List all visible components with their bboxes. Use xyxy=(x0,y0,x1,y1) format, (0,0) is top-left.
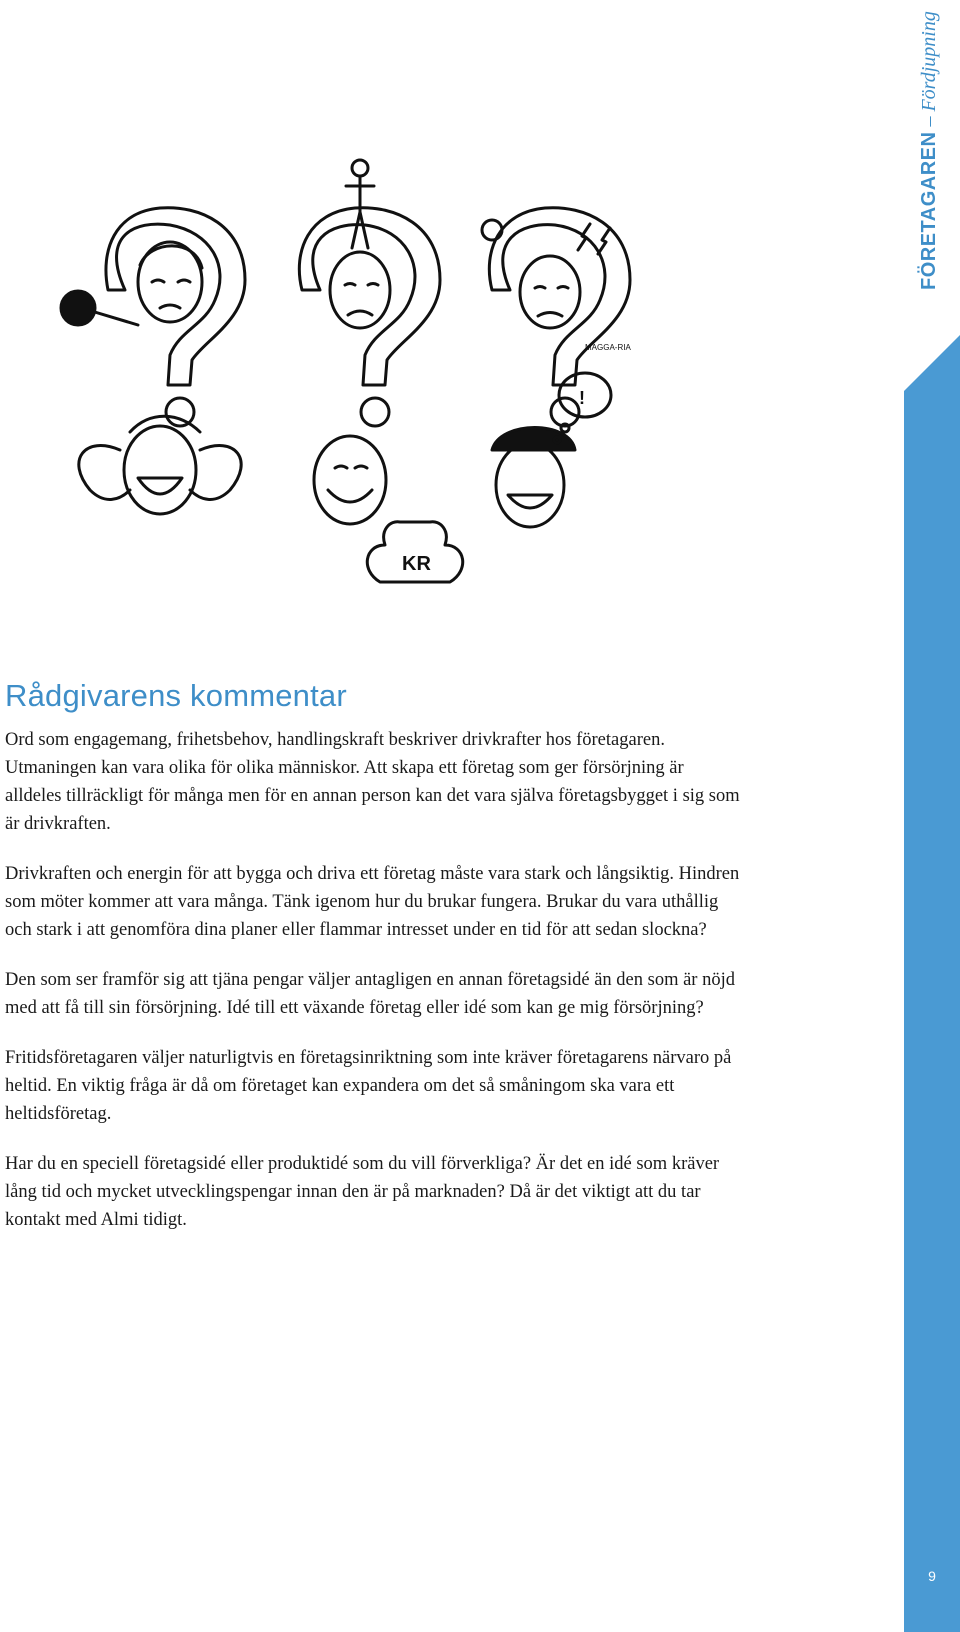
stopwatch xyxy=(482,220,502,240)
illustration xyxy=(30,150,670,600)
question-mark-1 xyxy=(106,208,245,385)
running-head-separator: – xyxy=(918,111,940,132)
face-2 xyxy=(330,252,390,328)
happy-face-money xyxy=(314,436,386,524)
running-head-sub: Fördjupning xyxy=(918,11,940,112)
standing-figure xyxy=(346,176,374,248)
question-dot-2 xyxy=(361,398,389,426)
exclamation-mark: ! xyxy=(579,388,585,408)
question-mark-3 xyxy=(489,208,630,385)
paragraph-1: Ord som engagemang, frihetsbehov, handlingskraft beskriver drivkrafter hos företagaren. Utmaningen kan vara olika för olika människor. Att skapa ett företag som ger försörjning är alldeles tillräckligt för många men för en annan person kan det vara själva företagsbygget i sig som är drivkraften. xyxy=(5,730,740,834)
wing-right xyxy=(190,446,241,500)
paragraph-2: Drivkraften och energin för att bygga och driva ett företag måste vara stark och långsiktig. Hindren som möter kommer att vara många. Tänk igenom hur du brukar fungera. Brukar du vara uthållig och stark i att genomföra dina planer eller flammar intresset under en tid för att sedan slockna? xyxy=(5,864,740,940)
happy-face-artist xyxy=(496,443,564,527)
question-dot-1 xyxy=(166,398,194,426)
cartoon-drawing xyxy=(30,150,670,600)
page-number: 9 xyxy=(928,1568,936,1584)
standing-figure-head xyxy=(352,160,368,176)
question-mark-2 xyxy=(299,208,440,385)
section-title: Rådgivarens kommentar xyxy=(5,678,347,713)
wing-left xyxy=(79,446,130,500)
paragraph-4: Fritidsföretagaren väljer naturligtvis en företagsinriktning som inte kräver företagarens närvaro på heltid. En viktig fråga är då om företaget kan expandera om det så småningom ska vara ett heltidsföretag. xyxy=(5,1048,732,1124)
artist-signature: MAGGA-RIA xyxy=(585,343,631,352)
running-head xyxy=(918,11,941,290)
side-band xyxy=(904,335,960,1632)
paragraph-3: Den som ser framför sig att tjäna pengar väljer antagligen en annan företagsidé än den som är nöjd med att få till sin försörjning. Idé till ett växande företag eller idé som kan ge mig försörjning? xyxy=(5,970,735,1018)
paragraph-5: Har du en speciell företagsidé eller produktidé som du vill förverkliga? Är det en idé som kräver lång tid och mycket utvecklingspengar innan den är på marknaden? Då är det viktigt att du tar kontakt med Almi tidigt. xyxy=(5,1154,720,1230)
happy-face-angel xyxy=(124,426,196,514)
face-3 xyxy=(520,256,580,328)
ball xyxy=(61,291,95,325)
question-dot-3 xyxy=(551,398,579,426)
bag-label: KR xyxy=(402,553,431,575)
running-head-main: FÖRETAGAREN xyxy=(918,131,940,290)
article xyxy=(5,678,740,1256)
thought-bubble xyxy=(559,373,611,417)
